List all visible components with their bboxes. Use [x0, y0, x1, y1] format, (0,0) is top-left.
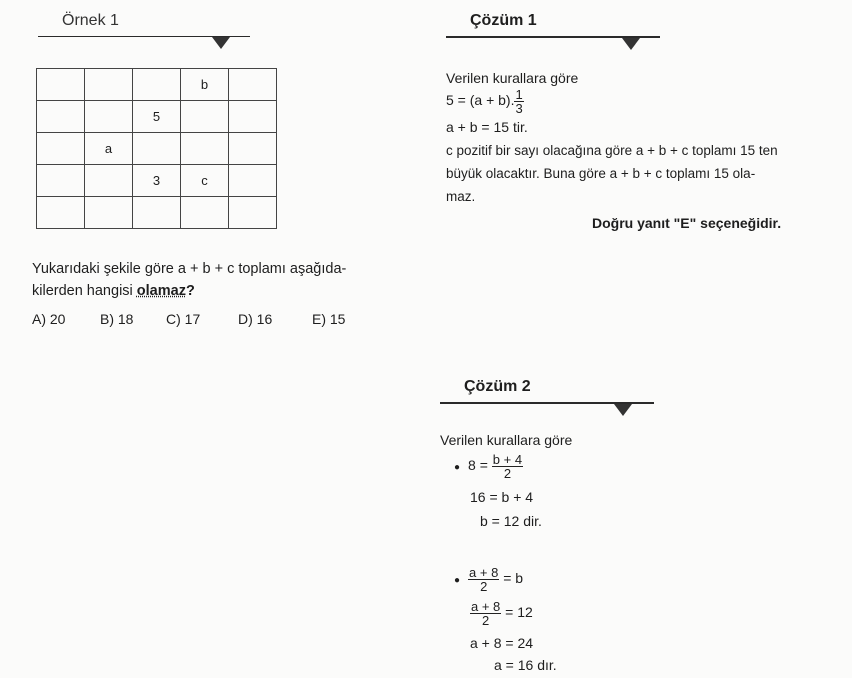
- bullet-icon: ●: [454, 575, 461, 587]
- solution1-line5: maz.: [446, 189, 476, 204]
- question-line-2: [32, 280, 195, 302]
- option-c: C) 17: [166, 311, 201, 327]
- grid-cell: [133, 133, 181, 165]
- solution2-eq5-right: = 12: [505, 604, 533, 621]
- solution2-eq5: [470, 600, 533, 627]
- solution1-eq1: [446, 88, 524, 115]
- grid-row: [37, 101, 277, 133]
- grid-cell: [181, 197, 229, 229]
- grid-cell: [133, 197, 181, 229]
- grid-cell: [37, 133, 85, 165]
- solution2-eq1-den: 2: [503, 466, 512, 481]
- example-title: Örnek 1: [62, 12, 119, 29]
- grid-cell: [85, 197, 133, 229]
- solution2-eq4-den: 2: [480, 579, 488, 594]
- grid-cell: [229, 69, 277, 101]
- option-b: B) 18: [100, 311, 134, 327]
- solution1-line3: c pozitif bir sayı olacağına göre a + b + c toplamı 15 ten: [446, 143, 778, 158]
- example-title-flag: [212, 37, 230, 49]
- solution1-line2: a + b = 15 tir.: [446, 119, 528, 135]
- question-mark: ?: [185, 283, 195, 299]
- grid-cell: [85, 101, 133, 133]
- solution2-eq1-fraction: [492, 453, 523, 480]
- grid-cell: b: [181, 69, 229, 101]
- solution2-eq6: a + 8 = 24: [470, 635, 534, 651]
- grid-row: [37, 69, 277, 101]
- solution2-title: Çözüm 2: [464, 378, 531, 395]
- grid-cell: [37, 101, 85, 133]
- solution2-eq5-fraction: [470, 600, 501, 627]
- question-keyword: olamaz: [136, 283, 186, 299]
- grid-row: [37, 133, 277, 165]
- option-e: E) 15: [312, 311, 346, 327]
- grid-cell: [229, 197, 277, 229]
- question-line-2-pre: kilerden hangisi: [32, 283, 137, 299]
- solution2-line1: Verilen kurallara göre: [440, 432, 573, 448]
- question-line-1: Yukarıdaki şekile göre a + b + c toplamı aşağıda-: [32, 261, 347, 277]
- solution2-eq4-num: a + 8: [469, 565, 499, 580]
- grid-cell: [85, 69, 133, 101]
- grid-cell: [37, 197, 85, 229]
- grid-row: [37, 165, 277, 197]
- solution2-eq1-num: b + 4: [492, 452, 523, 467]
- option-d: D) 16: [238, 311, 273, 327]
- grid-cell: [85, 165, 133, 197]
- solution1-line1: Verilen kurallara göre: [446, 70, 579, 86]
- solution2-eq1: [454, 453, 523, 480]
- solution2-eq4-right: = b: [503, 570, 524, 587]
- solution1-eq1-fraction: [514, 88, 523, 115]
- grid-cell: [37, 165, 85, 197]
- solution2-eq2: 16 = b + 4: [470, 489, 534, 505]
- grid-cell: [229, 133, 277, 165]
- grid-cell: [229, 165, 277, 197]
- solution1-line4: büyük olacaktır. Buna göre a + b + c toplamı 15 ola-: [446, 166, 756, 181]
- grid-cell: a: [85, 133, 133, 165]
- solution1-eq1-left: 5 = (a + b).: [446, 92, 515, 109]
- grid-cell: 3: [133, 165, 181, 197]
- solution2-eq5-num: a + 8: [471, 599, 501, 614]
- grid-cell: [133, 69, 181, 101]
- grid-cell: [181, 101, 229, 133]
- solution1-title: Çözüm 1: [470, 12, 537, 29]
- solution1-answer: Doğru yanıt "E" seçeneğidir.: [592, 215, 782, 231]
- grid-cell: [181, 133, 229, 165]
- solution1-eq1-den: 3: [515, 101, 523, 116]
- grid-row: [37, 197, 277, 229]
- number-grid: [36, 68, 277, 229]
- solution2-eq7: a = 16 dır.: [494, 657, 557, 673]
- solution2-eq5-den: 2: [482, 613, 490, 628]
- solution2-flag: [614, 404, 632, 416]
- solution2-eq3: b = 12 dir.: [480, 513, 542, 529]
- grid-cell: 5: [133, 101, 181, 133]
- bullet-icon: ●: [454, 462, 461, 474]
- grid-cell: [37, 69, 85, 101]
- option-a: A) 20: [32, 311, 66, 327]
- solution2-eq4: [454, 566, 523, 593]
- solution2-eq1-left: 8 =: [468, 457, 488, 474]
- grid-cell: c: [181, 165, 229, 197]
- grid-cell: [229, 101, 277, 133]
- solution1-eq1-num: 1: [515, 87, 523, 102]
- solution2-eq4-fraction: [468, 566, 499, 593]
- solution1-flag: [622, 38, 640, 50]
